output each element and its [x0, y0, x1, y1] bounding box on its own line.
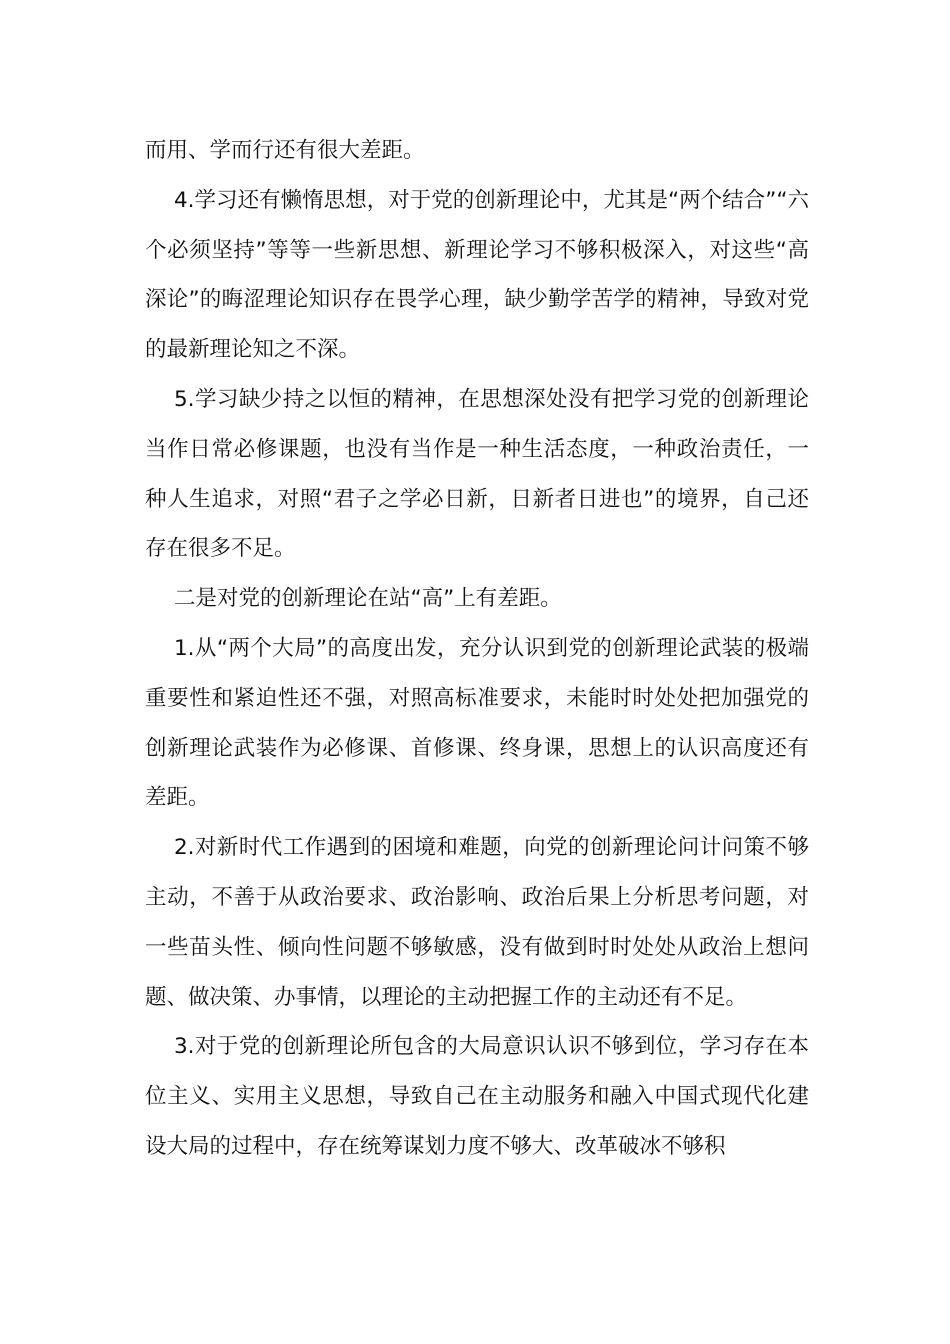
paragraph-item-3: 3.对于党的创新理论所包含的大局意识认识不够到位，学习存在本位主义、实用主义思想，导致自己在主动服务和融入中国式现代化建设大局的过程中，存在统筹谋划力度不够大、改革破冰不够积 [145, 1034, 809, 1159]
paragraph-item-4: 4.学习还有懒惰思想，对于党的创新理论中，尤其是“两个结合”“六个必须坚持”等等一些新思想、新理论学习不够积极深入，对这些“高深论”的晦涩理论知识存在畏学心理，缺少勤学苦学的精神，导致对党的最新理论知之不深。 [145, 187, 809, 363]
document-body [145, 126, 809, 1172]
paragraph-item-2: 2.对新时代工作遇到的困境和难题，向党的创新理论问计问策不够主动，不善于从政治要求、政治影响、政治后果上分析思考问题，对一些苗头性、倾向性问题不够敏感，没有做到时时处处从政治上想问题、做决策、办事情，以理论的主动把握工作的主动还有不足。 [145, 835, 809, 1010]
paragraph-continuation: 而用、学而行还有很大差距。 [145, 138, 425, 163]
paragraph-item-1: 1.从“两个大局”的高度出发，充分认识到党的创新理论武装的极端重要性和紧迫性还不强，对照高标准要求，未能时时处处把加强党的创新理论武装作为必修课、首修课、终身课，思想上的认识高度还有差距。 [145, 635, 809, 811]
paragraph-item-5: 5.学习缺少持之以恒的精神，在思想深处没有把学习党的创新理论当作日常必修课题，也没有当作是一种生活态度，一种政治责任，一种人生追求，对照“君子之学必日新，日新者日进也”的境界，自己还存在很多不足。 [145, 386, 809, 562]
section-heading-two: 二是对党的创新理论在站“高”上有差距。 [174, 586, 562, 612]
